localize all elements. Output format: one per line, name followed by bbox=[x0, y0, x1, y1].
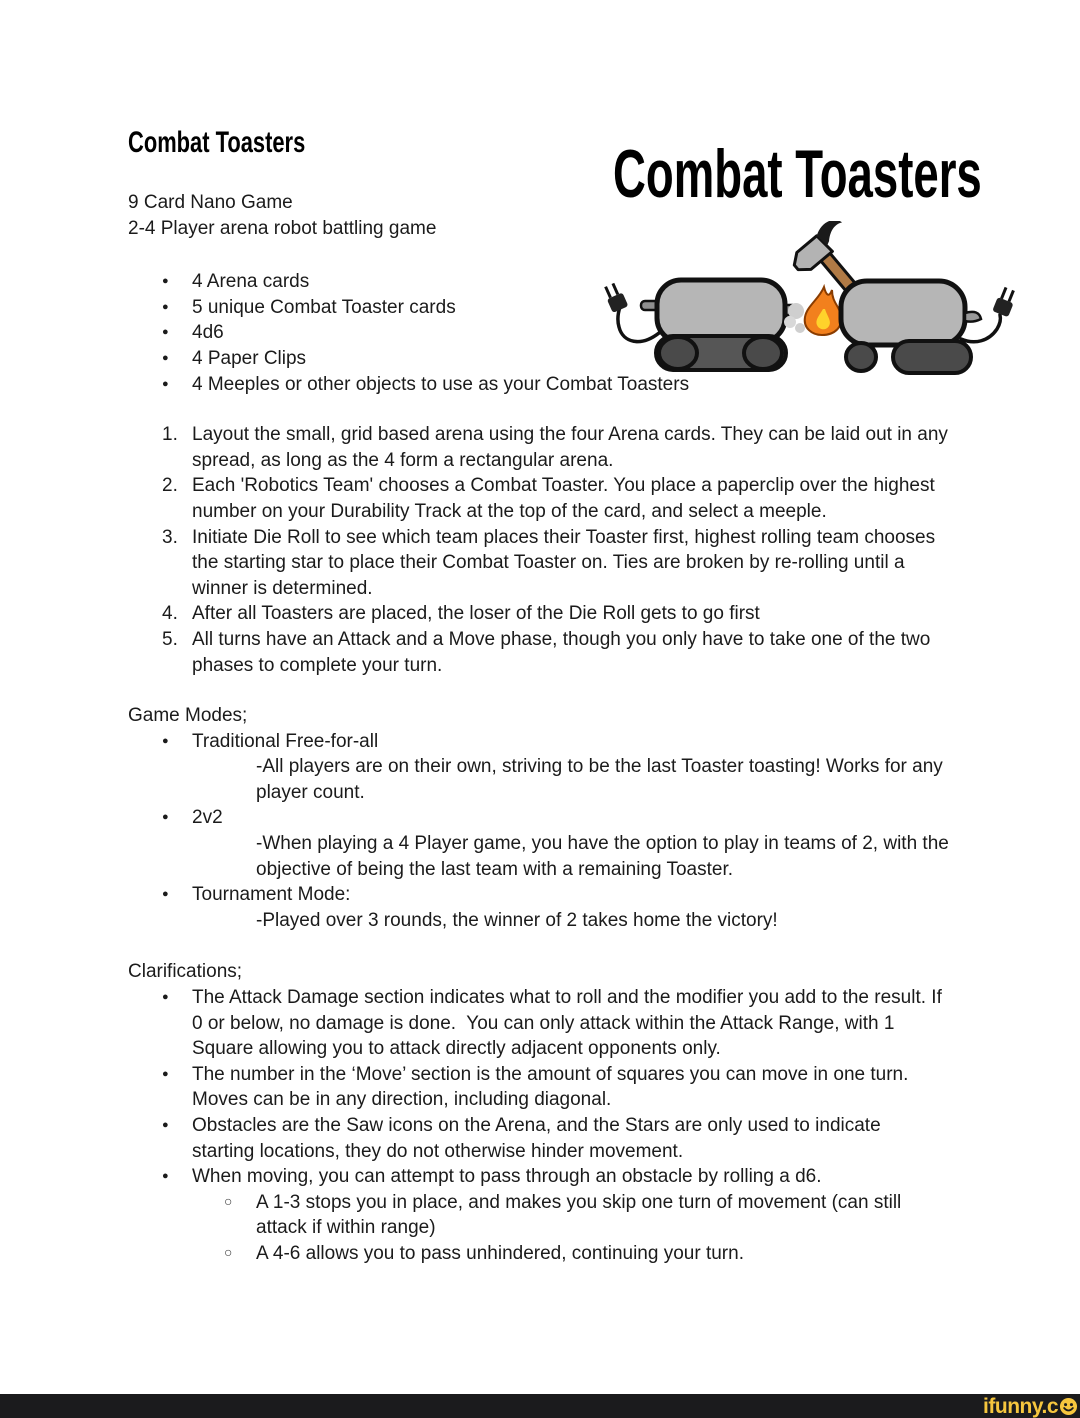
hollow-bullet-icon: ○ bbox=[224, 1192, 233, 1209]
hollow-bullet-icon: ○ bbox=[224, 1243, 233, 1260]
step-text: All turns have an Attack and a Move phase, though you only have to take one of the two phases to complete your turn. bbox=[192, 628, 936, 676]
clarification-item bbox=[128, 1062, 968, 1113]
list-item bbox=[128, 320, 968, 346]
subtitle-line: 9 Card Nano Game bbox=[128, 192, 293, 213]
hero-title: Combat Toasters bbox=[613, 136, 982, 212]
clarification-text: When moving, you can attempt to pass through an obstacle by rolling a d6. bbox=[192, 1166, 822, 1188]
document-content bbox=[128, 0, 968, 1267]
setup-step bbox=[128, 601, 968, 627]
game-mode-label: Traditional Free-for-all bbox=[192, 730, 379, 752]
bullet-icon: ● bbox=[162, 1170, 169, 1183]
bullet-icon: ● bbox=[162, 1067, 169, 1080]
clarification-item bbox=[128, 985, 968, 1062]
step-number: 2. bbox=[162, 475, 178, 497]
supply-item: 4 Meeples or other objects to use as your Combat Toasters bbox=[192, 373, 690, 395]
bullet-icon: ● bbox=[162, 351, 169, 364]
subtitle-line: 2-4 Player arena robot battling game bbox=[128, 217, 437, 239]
bullet-icon: ● bbox=[162, 888, 169, 901]
list-item bbox=[128, 269, 968, 295]
game-modes-heading: Game Modes; bbox=[128, 705, 248, 727]
supply-item: 4d6 bbox=[192, 322, 224, 344]
list-item bbox=[128, 295, 968, 321]
list-item bbox=[128, 372, 968, 398]
clarification-text: Obstacles are the Saw icons on the Arena, and the Stars are only used to indicate starting locations, they do not otherwise hinder movement. bbox=[192, 1115, 886, 1162]
ifunny-watermark-bar bbox=[0, 1394, 1080, 1418]
step-text: After all Toasters are placed, the loser of the Die Roll gets to go first bbox=[192, 603, 760, 625]
ifunny-logo bbox=[983, 1396, 1078, 1417]
page-title: Combat Toasters bbox=[128, 126, 306, 159]
setup-step bbox=[128, 525, 968, 602]
supply-item: 4 Paper Clips bbox=[192, 347, 307, 369]
setup-step bbox=[128, 473, 968, 524]
setup-steps-list bbox=[128, 422, 968, 678]
bullet-icon: ● bbox=[162, 300, 169, 313]
game-mode-detail: -When playing a 4 Player game, you have the option to play in teams of 2, with the objective of being the last team with a remaining Toaster. bbox=[256, 833, 955, 880]
bullet-icon: ● bbox=[162, 1119, 169, 1131]
step-number: 1. bbox=[162, 424, 178, 446]
supply-item: 5 unique Combat Toaster cards bbox=[192, 296, 456, 318]
clarification-sub-text: A 1-3 stops you in place, and makes you skip one turn of movement (can still attack if within range) bbox=[256, 1191, 907, 1239]
plug-icon-right bbox=[992, 286, 1018, 317]
bullet-icon: ● bbox=[162, 991, 169, 1004]
smiley-icon bbox=[1059, 1397, 1078, 1416]
setup-step bbox=[128, 627, 968, 678]
ifunny-logo-text: ifunny.c bbox=[983, 1394, 1058, 1418]
clarification-text: The number in the ‘Move’ section is the amount of squares you can move in one turn. Moves can be in any direction, including diagonal. bbox=[192, 1063, 914, 1111]
game-mode-label: Tournament Mode: bbox=[192, 884, 351, 906]
game-modes-list bbox=[128, 729, 968, 934]
game-mode-item bbox=[128, 729, 968, 755]
step-number: 3. bbox=[162, 526, 178, 548]
bullet-icon: ● bbox=[162, 326, 169, 339]
step-number: 5. bbox=[162, 628, 178, 650]
clarifications-heading: Clarifications; bbox=[128, 961, 243, 983]
step-text: Layout the small, grid based arena using the four Arena cards. They can be laid out in any spread, as long as the 4 form a rectangular arena. bbox=[192, 424, 954, 471]
clarification-text: The Attack Damage section indicates what to roll and the modifier you add to the result. If 0 or below, no damage is done. You can only attack within the Attack Range, with 1 Square allowing you to attack directly adjacent opponents only. bbox=[192, 987, 948, 1060]
game-mode-detail: -All players are on their own, striving to be the last Toaster toasting! Works for any player count. bbox=[256, 756, 949, 803]
supply-item: 4 Arena cards bbox=[192, 271, 310, 293]
subtitle-block bbox=[128, 190, 968, 241]
clarification-item bbox=[128, 1164, 968, 1190]
game-mode-item bbox=[128, 805, 968, 831]
clarification-item bbox=[128, 1113, 968, 1164]
setup-step bbox=[128, 422, 968, 473]
list-item bbox=[128, 346, 968, 372]
bullet-icon: ● bbox=[162, 377, 169, 390]
clarification-sub-text: A 4-6 allows you to pass unhindered, continuing your turn. bbox=[256, 1242, 744, 1264]
supplies-list bbox=[128, 269, 968, 397]
game-mode-label: 2v2 bbox=[192, 807, 223, 829]
clarification-sub-item bbox=[128, 1190, 968, 1241]
bullet-icon: ● bbox=[162, 275, 169, 288]
game-mode-item bbox=[128, 882, 968, 908]
step-text: Initiate Die Roll to see which team places their Toaster first, highest rolling team chooses the starting star to place their Combat Toaster on. Ties are broken by re-rolling until a winner is determined. bbox=[192, 526, 941, 599]
bullet-icon: ● bbox=[162, 734, 169, 747]
clarification-sub-item bbox=[128, 1241, 968, 1267]
step-text: Each 'Robotics Team' chooses a Combat Toaster. You place a paperclip over the highest number on your Durability Track at the top of the card, and select a meeple. bbox=[192, 475, 941, 522]
game-mode-detail: -Played over 3 rounds, the winner of 2 takes home the victory! bbox=[256, 909, 778, 931]
clarifications-list bbox=[128, 985, 968, 1267]
bullet-icon: ● bbox=[162, 811, 169, 824]
step-number: 4. bbox=[162, 603, 178, 625]
